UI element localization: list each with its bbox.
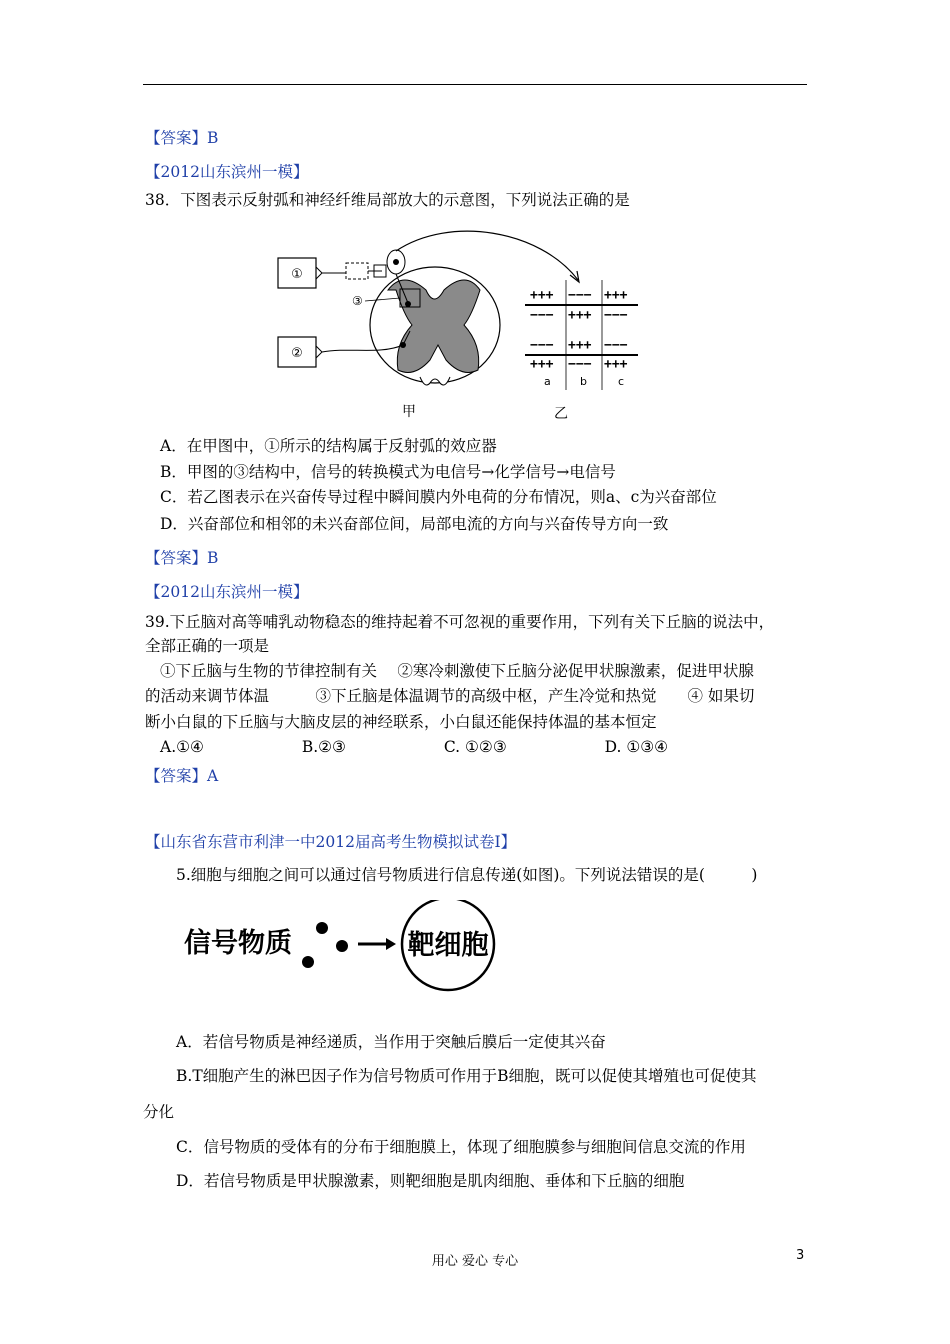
- label-yi: 乙: [554, 406, 568, 422]
- reflex-arc-figure: [270, 225, 650, 425]
- text-line: A．若信号物质是神经递质，当作用于突触后膜后一定使其兴奋: [176, 1033, 606, 1051]
- fiber-bot-inner-mid: +++: [568, 338, 592, 353]
- source-tag-line: 【答案】B: [145, 129, 219, 147]
- text-line: ①下丘脑与生物的节律控制有关 ②寒冷刺激使下丘脑分泌促甲状腺激素，促进甲状腺: [160, 662, 754, 680]
- fiber-bot-inner-left: −−−: [530, 338, 554, 353]
- page-number: 3: [796, 1248, 805, 1263]
- fiber-bot-outer-left: +++: [530, 357, 554, 372]
- source-tag-line: 【答案】A: [145, 767, 219, 785]
- fiber-top-inner-mid: +++: [568, 308, 592, 323]
- fiber-bot-outer-mid: −−−: [568, 357, 592, 372]
- fiber-top-inner-right: −−−: [604, 308, 628, 323]
- fiber-bot-inner-right: −−−: [604, 338, 628, 353]
- text-line: 分化: [143, 1103, 175, 1121]
- fiber-top-outer-mid: −−−: [568, 288, 592, 303]
- text-line: D．兴奋部位和相邻的未兴奋部位间，局部电流的方向与兴奋传导方向一致: [160, 515, 669, 533]
- arrow-glyph: →: [375, 949, 376, 950]
- fiber-top-inner-left: −−−: [530, 308, 554, 323]
- source-tag-line: 【答案】B: [145, 549, 219, 567]
- text-line: 5.细胞与细胞之间可以通过信号物质进行信息传递(如图)。下列说法错误的是( ): [176, 866, 758, 884]
- text-line: B.T细胞产生的淋巴因子作为信号物质可作用于B细胞，既可以促使其增殖也可促使其: [176, 1067, 757, 1085]
- region-a-label: a: [544, 375, 551, 388]
- region-b-label: b: [580, 375, 587, 388]
- label-3: ③: [352, 294, 363, 308]
- text-line: D．若信号物质是甲状腺激素，则靶细胞是肌肉细胞、垂体和下丘脑的细胞: [176, 1172, 685, 1190]
- header-rule: [143, 84, 807, 85]
- source-tag-line: 【2012山东滨州一模】: [145, 583, 309, 601]
- text-line: C．信号物质的受体有的分布于细胞膜上，体现了细胞膜参与细胞间信息交流的作用: [176, 1138, 746, 1156]
- box1-label: ①: [291, 267, 303, 282]
- text-line: C．若乙图表示在兴奋传导过程中瞬间膜内外电荷的分布情况，则a、c为兴奋部位: [160, 488, 717, 506]
- label-jia: 甲: [402, 404, 416, 420]
- text-line: A．在甲图中，①所示的结构属于反射弧的效应器: [160, 437, 497, 455]
- signal-cell-figure: [180, 900, 510, 1000]
- text-line: 的活动来调节体温 ③下丘脑是体温调节的高级中枢，产生冷觉和热觉 ④ 如果切: [145, 687, 755, 705]
- text-line: 全部正确的一项是: [145, 637, 270, 655]
- text-line: 38．下图表示反射弧和神经纤维局部放大的示意图，下列说法正确的是: [145, 191, 630, 209]
- source-tag-line: 【山东省东营市利津一中2012届高考生物模拟试卷Ⅰ】: [145, 833, 517, 851]
- signal-substance-label: 信号物质: [184, 928, 292, 959]
- text-line: 断小白鼠的下丘脑与大脑皮层的神经联系，小白鼠还能保持体温的基本恒定: [145, 713, 657, 731]
- footer-center: 用心 爱心 专心: [431, 1254, 519, 1269]
- fiber-bot-outer-right: +++: [604, 357, 628, 372]
- text-line: 39.下丘脑对高等哺乳动物稳态的维持起着不可忽视的重要作用，下列有关下丘脑的说法中，: [145, 613, 775, 631]
- box2-label: ②: [291, 346, 303, 361]
- fiber-top-outer-left: +++: [530, 288, 554, 303]
- fiber-top-outer-right: +++: [604, 288, 628, 303]
- text-line: B．甲图的③结构中，信号的转换模式为电信号→化学信号→电信号: [160, 463, 616, 481]
- source-tag-line: 【2012山东滨州一模】: [145, 163, 309, 181]
- region-c-label: c: [618, 375, 625, 388]
- text-line: A.①④ B.②③ C. ①②③ D. ①③④: [160, 738, 669, 756]
- target-cell-label: 靶细胞: [407, 930, 489, 961]
